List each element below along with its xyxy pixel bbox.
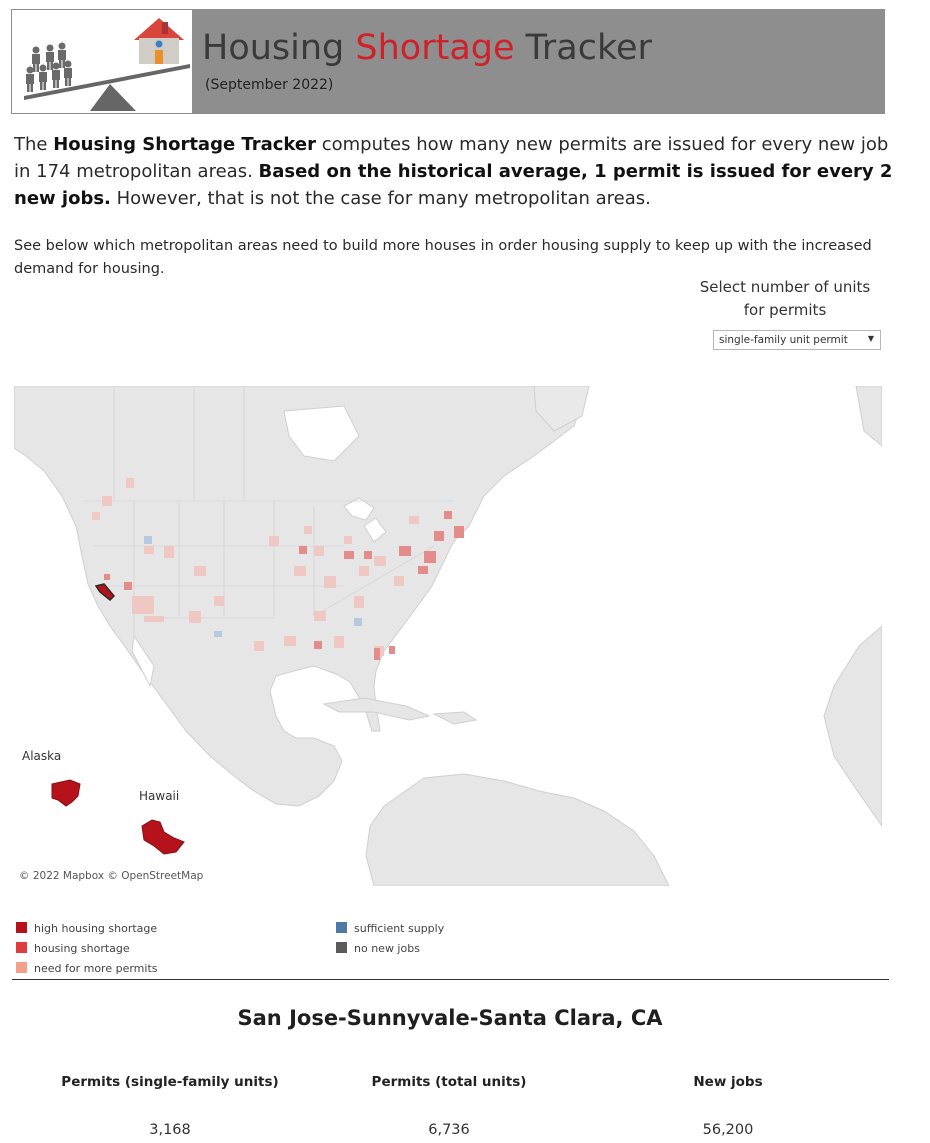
instruction-text: See below which metropolitan areas need to build more houses in order housing supply to keep up with the increased demand for housing.	[14, 238, 872, 277]
title-text-end: Tracker	[514, 28, 652, 68]
legend-label: no new jobs	[354, 942, 420, 955]
legend-no-new-jobs[interactable]	[336, 942, 420, 955]
map-canvas	[14, 386, 882, 886]
selected-metro-title: San Jose-Sunnyvale-Santa Clara, CA	[237, 1006, 663, 1030]
legend-label: sufficient supply	[354, 922, 445, 935]
logo	[12, 10, 192, 113]
legend-high-housing-shortage[interactable]	[16, 922, 157, 935]
units-selector-value: single-family unit permit	[719, 334, 848, 346]
intro-bold-name: Housing Shortage Tracker	[53, 134, 316, 155]
page-title	[202, 28, 652, 68]
title-accent-text: Shortage	[355, 28, 515, 68]
units-selector-dropdown[interactable]	[713, 330, 881, 350]
seesaw-houses-people-icon	[12, 10, 192, 113]
intro-text: However, that is not the case for many metropolitan areas.	[110, 188, 651, 209]
intro-text: The	[14, 134, 54, 155]
legend-swatch	[336, 942, 347, 953]
stat-header-single-family: Permits (single-family units)	[61, 1074, 279, 1090]
map-attribution[interactable]: © 2022 Mapbox © OpenStreetMap	[19, 870, 204, 882]
legend-label: housing shortage	[34, 942, 130, 955]
units-selector-label: Select number of units for permits	[699, 278, 871, 319]
legend-swatch	[16, 962, 27, 973]
metro-map[interactable]	[14, 386, 882, 886]
stat-value-new-jobs: 56,200	[702, 1122, 754, 1138]
intro-paragraph	[14, 131, 894, 212]
stat-value-total-units: 6,736	[428, 1122, 470, 1138]
section-divider	[12, 979, 889, 980]
legend-swatch	[16, 922, 27, 933]
alaska-label: Alaska	[22, 749, 62, 763]
legend-label: need for more permits	[34, 962, 158, 975]
legend-swatch	[336, 922, 347, 933]
legend-housing-shortage[interactable]	[16, 942, 130, 955]
hawaii-label: Hawaii	[139, 789, 180, 803]
page-subtitle: (September 2022)	[205, 77, 334, 93]
title-text: Housing	[202, 28, 356, 68]
intro-bold-fact: Based on the historical average, 1 permit is issued for every 2 new jobs.	[14, 161, 893, 209]
stat-value-single-family: 3,168	[149, 1122, 191, 1138]
stat-header-new-jobs: New jobs	[693, 1074, 763, 1090]
legend-label: high housing shortage	[34, 922, 158, 935]
legend-swatch	[16, 942, 27, 953]
legend-need-more-permits[interactable]	[16, 962, 158, 975]
chevron-down-icon: ▼	[867, 334, 874, 343]
stat-header-total-units: Permits (total units)	[371, 1074, 527, 1090]
legend-sufficient-supply[interactable]	[336, 922, 444, 935]
intro-text: computes how many new permits are issued for every new job in 174 metropolitan areas.	[14, 134, 889, 182]
